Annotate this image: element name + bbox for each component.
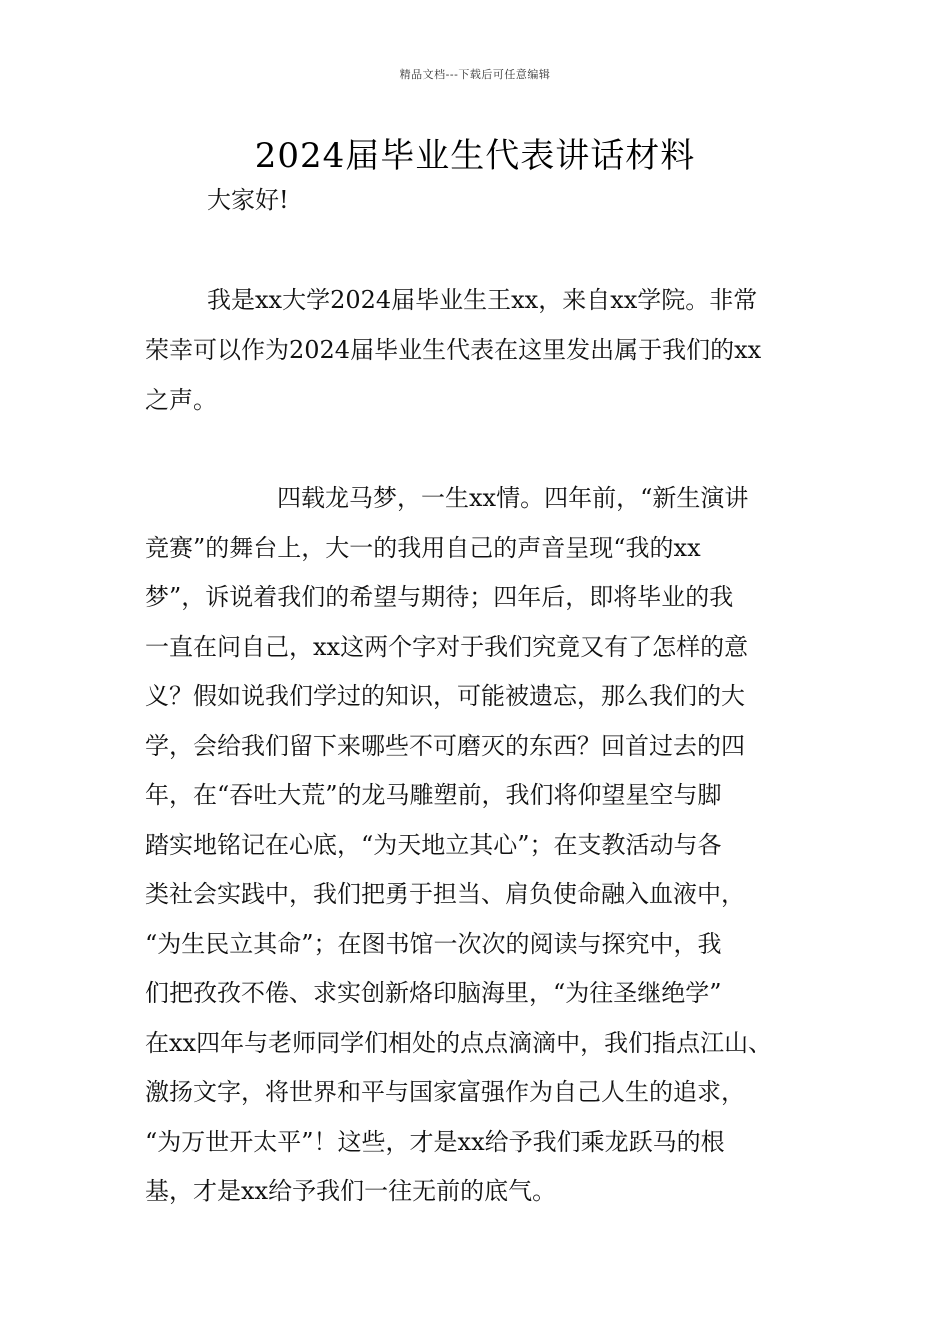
- paragraph-line: 基，才是xx给予我们一往无前的底气。: [145, 1177, 557, 1205]
- paragraph-line: 们把孜孜不倦、求实创新烙印脑海里，“为往圣继绝学”: [145, 979, 722, 1007]
- paragraph-line: 四载龙马梦，一生xx情。四年前，“新生演讲: [277, 484, 749, 512]
- paragraph-line: 踏实地铭记在心底，“为天地立其心”；在支教活动与各: [145, 831, 722, 859]
- paragraph-line: 激扬文字，将世界和平与国家富强作为自己人生的追求，: [145, 1078, 745, 1106]
- paragraph-line: 梦”，诉说着我们的希望与期待；四年后，即将毕业的我: [145, 583, 734, 611]
- paragraph-line: 荣幸可以作为2024届毕业生代表在这里发出属于我们的xx: [145, 336, 762, 364]
- paragraph-line: 义？假如说我们学过的知识，可能被遗忘，那么我们的大: [145, 682, 745, 710]
- paragraph-line: 在xx四年与老师同学们相处的点点滴滴中，我们指点江山、: [145, 1029, 773, 1057]
- document-title: 2024届毕业生代表讲话材料: [254, 136, 696, 176]
- paragraph-line: 年，在“吞吐大荒”的龙马雕塑前，我们将仰望星空与脚: [145, 781, 722, 809]
- paragraph-line: “为生民立其命”；在图书馆一次次的阅读与探究中，我: [145, 930, 722, 958]
- paragraph-line: 学，会给我们留下来哪些不可磨灭的东西？回首过去的四: [145, 732, 745, 760]
- header-note: 精品文档---下载后可任意编辑: [399, 68, 551, 81]
- paragraph-line: 竞赛”的舞台上，大一的我用自己的声音呈现“我的xx: [145, 534, 701, 562]
- paragraph-line: 一直在问自己，xx这两个字对于我们究竟又有了怎样的意: [145, 633, 749, 661]
- paragraph-line: “为万世开太平”！这些，才是xx给予我们乘龙跃马的根: [145, 1128, 725, 1156]
- paragraph-line: 我是xx大学2024届毕业生王xx，来自xx学院。非常: [207, 286, 758, 314]
- paragraph-line: 类社会实践中，我们把勇于担当、肩负使命融入血液中，: [145, 880, 745, 908]
- greeting: 大家好!: [207, 186, 289, 214]
- paragraph-line: 之声。: [145, 386, 217, 414]
